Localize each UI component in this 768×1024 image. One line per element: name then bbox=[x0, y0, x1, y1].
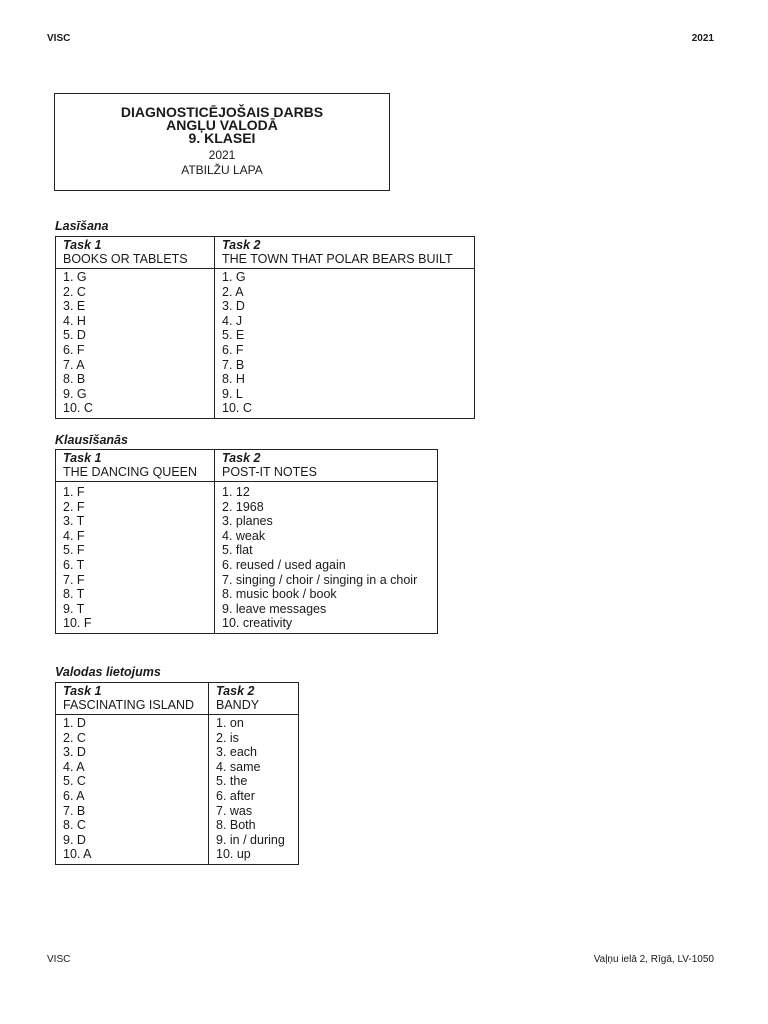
footer-address: Vaļņu ielā 2, Rīgā, LV-1050 bbox=[593, 954, 714, 965]
section-label-language-use: Valodas lietojums bbox=[55, 665, 161, 679]
answers-row bbox=[56, 482, 438, 634]
answer-item: 9. in / during bbox=[216, 832, 285, 847]
task2-title: POST-IT NOTES bbox=[222, 465, 317, 479]
answer-item: 5. the bbox=[216, 774, 248, 789]
title-line-3: 9. KLASEI bbox=[188, 130, 256, 146]
answer-item: 9. L bbox=[222, 386, 243, 401]
answer-item: 2. 1968 bbox=[222, 499, 264, 514]
title-box bbox=[54, 93, 390, 191]
answer-item: 4. F bbox=[63, 528, 85, 543]
answer-item: 7. A bbox=[63, 357, 85, 372]
task2-header bbox=[209, 683, 299, 715]
task1-header bbox=[56, 237, 215, 269]
answer-item: 3. D bbox=[63, 745, 86, 760]
answer-item: 6. T bbox=[63, 557, 85, 572]
answer-item: 3. E bbox=[63, 299, 86, 314]
answer-item: 10. A bbox=[63, 847, 92, 862]
task2-label: Task 2 bbox=[222, 238, 261, 252]
title-line-1: DIAGNOSTICĒJOŠAIS DARBS bbox=[120, 104, 324, 120]
answer-item: 8. T bbox=[63, 587, 85, 602]
answer-item: 7. B bbox=[63, 803, 86, 818]
task1-label: Task 1 bbox=[63, 238, 102, 252]
task1-answers bbox=[56, 715, 209, 865]
answer-item: 9. leave messages bbox=[222, 601, 327, 616]
answer-item: 1. on bbox=[216, 716, 244, 730]
footer-org: VISC bbox=[47, 954, 71, 965]
answer-item: 1. G bbox=[63, 270, 87, 284]
answer-item: 5. C bbox=[63, 774, 86, 789]
answer-item: 9. T bbox=[63, 601, 85, 616]
answer-item: 9. D bbox=[63, 832, 86, 847]
answer-item: 8. music book / book bbox=[222, 587, 337, 602]
task1-title: FASCINATING ISLAND bbox=[63, 698, 195, 712]
answer-item: 7. B bbox=[222, 357, 245, 372]
answer-item: 10. F bbox=[63, 616, 92, 631]
task2-title: THE TOWN THAT POLAR BEARS BUILT bbox=[222, 252, 453, 266]
answer-item: 6. reused / used again bbox=[222, 557, 346, 572]
answer-item: 9. G bbox=[63, 386, 87, 401]
answer-item: 5. E bbox=[222, 328, 245, 343]
answer-item: 6. F bbox=[63, 342, 85, 357]
answer-item: 4. J bbox=[222, 313, 243, 328]
section-label-listening: Klausīšanās bbox=[55, 433, 128, 447]
answer-item: 1. F bbox=[63, 485, 85, 499]
answer-item: 4. H bbox=[63, 313, 86, 328]
task1-label: Task 1 bbox=[63, 684, 102, 698]
task2-answers bbox=[215, 482, 438, 634]
answer-item: 3. T bbox=[63, 514, 85, 529]
answer-item: 10. C bbox=[63, 401, 93, 416]
task-header-row bbox=[56, 450, 438, 482]
answer-item: 4. same bbox=[216, 759, 261, 774]
answer-item: 2. A bbox=[222, 284, 244, 299]
answer-item: 8. Both bbox=[216, 818, 256, 833]
task-header-row bbox=[56, 237, 475, 269]
title-year: 2021 bbox=[208, 148, 236, 162]
task2-header bbox=[215, 450, 438, 482]
task1-answers bbox=[56, 269, 215, 419]
task1-header bbox=[56, 683, 209, 715]
task1-label: Task 1 bbox=[63, 451, 102, 465]
header-org: VISC bbox=[47, 33, 71, 44]
task2-label: Task 2 bbox=[222, 451, 261, 465]
answer-item: 3. each bbox=[216, 745, 258, 760]
answers-row bbox=[56, 715, 299, 865]
answer-item: 3. planes bbox=[222, 514, 273, 529]
answer-item: 3. D bbox=[222, 299, 245, 314]
answer-item: 6. after bbox=[216, 788, 255, 803]
answer-item: 1. 12 bbox=[222, 485, 250, 499]
answer-item: 6. F bbox=[222, 342, 244, 357]
answer-item: 1. G bbox=[222, 270, 246, 284]
task-header-row bbox=[56, 683, 299, 715]
task2-label: Task 2 bbox=[216, 684, 255, 698]
header-year: 2021 bbox=[691, 33, 714, 44]
answer-item: 4. weak bbox=[222, 528, 266, 543]
section-label-reading: Lasīšana bbox=[55, 219, 109, 233]
answer-item: 1. D bbox=[63, 716, 86, 730]
answer-item: 2. C bbox=[63, 730, 86, 745]
answer-item: 7. F bbox=[63, 572, 85, 587]
answers-row bbox=[56, 269, 475, 419]
answer-item: 4. A bbox=[63, 759, 85, 774]
answer-item: 2. C bbox=[63, 284, 86, 299]
answer-item: 10. up bbox=[216, 847, 251, 862]
task1-answers bbox=[56, 482, 215, 634]
answer-item: 8. C bbox=[63, 818, 86, 833]
answer-item: 8. B bbox=[63, 372, 86, 387]
answer-item: 8. H bbox=[222, 372, 245, 387]
answer-table-listening bbox=[55, 449, 438, 634]
task1-title: BOOKS OR TABLETS bbox=[63, 252, 188, 266]
answer-item: 5. F bbox=[63, 543, 85, 558]
answer-item: 7. was bbox=[216, 803, 253, 818]
task2-header bbox=[215, 237, 475, 269]
task1-title: THE DANCING QUEEN bbox=[63, 465, 198, 479]
answer-item: 7. singing / choir / singing in a choir bbox=[222, 572, 418, 587]
answer-item: 10. C bbox=[222, 401, 252, 416]
task2-answers bbox=[215, 269, 475, 419]
answer-item: 5. D bbox=[63, 328, 86, 343]
answer-table-language-use bbox=[55, 682, 299, 865]
answer-item: 2. is bbox=[216, 730, 239, 745]
title-subtitle: ATBILŽU LAPA bbox=[181, 163, 263, 177]
answer-item: 2. F bbox=[63, 499, 85, 514]
task2-answers bbox=[209, 715, 299, 865]
answer-item: 10. creativity bbox=[222, 616, 293, 631]
task1-header bbox=[56, 450, 215, 482]
answer-table-reading bbox=[55, 236, 475, 419]
task2-title: BANDY bbox=[216, 698, 260, 712]
answer-item: 6. A bbox=[63, 788, 85, 803]
title-line-2: ANGĻU VALODĀ bbox=[166, 117, 278, 133]
answer-item: 5. flat bbox=[222, 543, 253, 558]
